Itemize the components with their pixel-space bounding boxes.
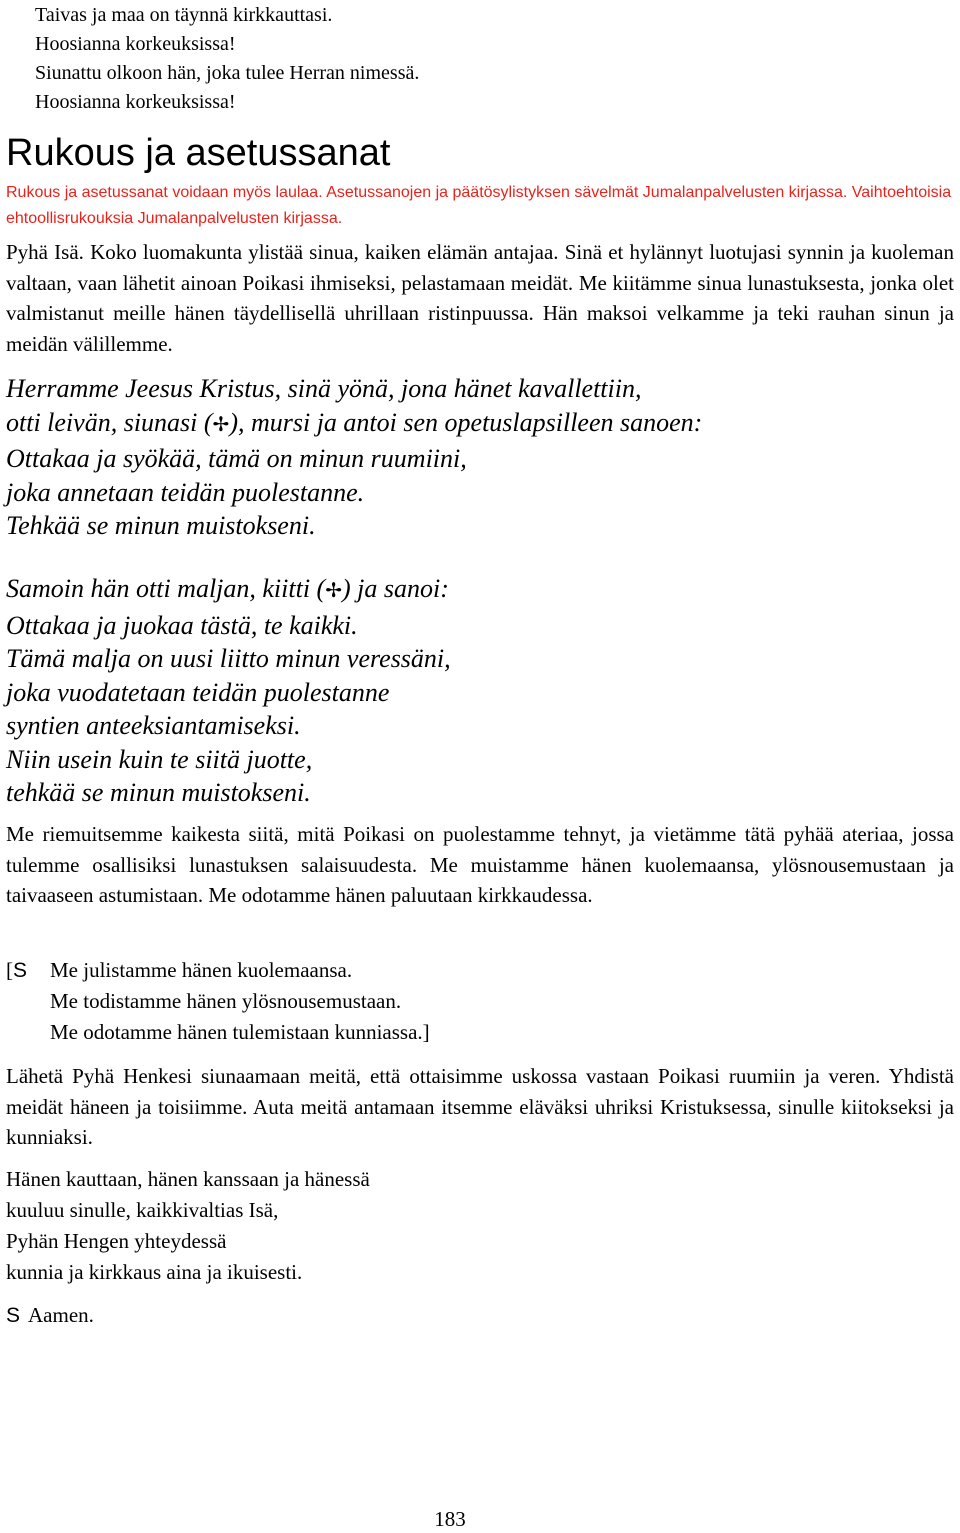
hymn-line: Hoosianna korkeuksissa! <box>35 91 236 113</box>
doxology-line: kunnia ja kirkkaus aina ja ikuisesti. <box>6 1260 303 1284</box>
speaker-marker: S <box>13 959 28 982</box>
verse-line: joka annetaan teidän puolestanne. <box>6 477 365 507</box>
doxology-line: kuuluu sinulle, kaikkivaltias Isä, <box>6 1198 279 1222</box>
verse-line <box>6 572 451 609</box>
verse-line: tehkää se minun muistokseni. <box>6 778 311 807</box>
section-heading: Rukous ja asetussanat <box>6 132 391 174</box>
verse-line: Ottakaa ja juokaa tästä, te kaikki. <box>6 610 358 640</box>
doxology-line: Hänen kauttaan, hänen kanssaan ja hänessä <box>6 1167 370 1191</box>
response-line: Me todistamme hänen ylösnousemustaan. <box>50 989 402 1013</box>
doxology-line: Pyhän Hengen yhteydessä <box>6 1229 227 1253</box>
cross-icon: ✢ <box>325 580 342 602</box>
page-number <box>0 1505 900 1533</box>
speaker-marker: S <box>6 1304 21 1327</box>
verse-fragment: Samoin hän otti maljan, kiitti ( <box>6 574 326 603</box>
hymn-line: Siunattu olkoon hän, joka tulee Herran nimessä. <box>35 62 420 84</box>
words-of-institution-bread <box>6 372 702 543</box>
verse-line: Herramme Jeesus Kristus, sinä yönä, jona hänet kavallettiin, <box>6 374 642 403</box>
rubric-instruction: Rukous ja asetussanat voidaan myös laulaa. Asetussanojen ja päätösylistyksen sävelmät Jumalanpalvelusten kirjassa. Vaihtoehtoisia ehtoollisrukouksia Jumalanpalvelusten kirjassa. <box>6 184 952 227</box>
hymn-line: Hoosianna korkeuksissa! <box>35 33 236 55</box>
page-number-text: 183 <box>434 1507 466 1531</box>
hymn-line: Taivas ja maa on täynnä kirkkauttasi. <box>35 4 333 26</box>
doxology <box>6 1164 370 1288</box>
verse-fragment: ) ja sanoi: <box>341 574 449 603</box>
words-of-institution-cup <box>6 572 451 810</box>
hymn-text <box>35 1 419 117</box>
response-line: Me julistamme hänen kuolemaansa. <box>50 958 353 982</box>
cross-icon: ✢ <box>212 413 230 436</box>
verse-line: syntien anteeksiantamiseksi. <box>6 711 301 740</box>
verse-line: Niin usein kuin te siitä juotte, <box>6 744 313 774</box>
verse-fragment: otti leivän, siunasi ( <box>6 407 213 437</box>
verse-fragment: ), mursi ja antoi sen opetuslapsilleen sanoen: <box>229 407 703 437</box>
verse-line: joka vuodatetaan teidän puolestanne <box>6 677 390 707</box>
prayer-paragraph-1: Pyhä Isä. Koko luomakunta ylistää sinua, kaiken elämän antajaa. Sinä et hylännyt luotujasi synnin ja kuoleman valtaan, vaan lähetit ainoan Poikasi ihmiseksi, pelastamaan meidät. Me kiitämme sinua lunastuksesta, jonka olet valmistanut meille hänen täydellisellä uhrillaan ristinpuussa. Hän maksoi velkamme ja teki rauhan sinun ja meidän välillemme. <box>6 240 954 356</box>
amen-text: Aamen. <box>28 1303 94 1327</box>
verse-line: Tehkää se minun muistokseni. <box>6 511 316 540</box>
response-marker <box>6 955 27 986</box>
response-lines <box>50 955 430 1048</box>
verse-line: Ottakaa ja syökää, tämä on minun ruumiini, <box>6 444 467 473</box>
prayer-paragraph-3: Lähetä Pyhä Henkesi siunaamaan meitä, että ottaisimme uskossa vastaan Poikasi ruumiin ja veren. Yhdistä meidät häneen ja toisiimme. Auta meitä antamaan itsemme eläväksi uhriksi Kristuksessa, sinulle kiitokseksi ja kunniaksi. <box>6 1064 954 1149</box>
verse-line <box>6 406 702 443</box>
prayer-paragraph-2: Me riemuitsemme kaikesta siitä, mitä Poikasi on puolestamme tehnyt, ja vietämme tätä pyhää ateriaa, jossa tulemme osallisiksi lunastuksen salaisuudesta. Me muistamme hänen kuolemaansa, ylösnousemustaan ja taivaaseen astumistaan. Me odotamme hänen paluutaan kirkkaudessa. <box>6 822 954 907</box>
response-line: Me odotamme hänen tulemistaan kunniassa.] <box>50 1020 430 1044</box>
amen-response <box>6 1300 94 1331</box>
response-bracket: [ <box>6 958 13 982</box>
verse-line: Tämä malja on uusi liitto minun veressäni, <box>6 644 451 673</box>
